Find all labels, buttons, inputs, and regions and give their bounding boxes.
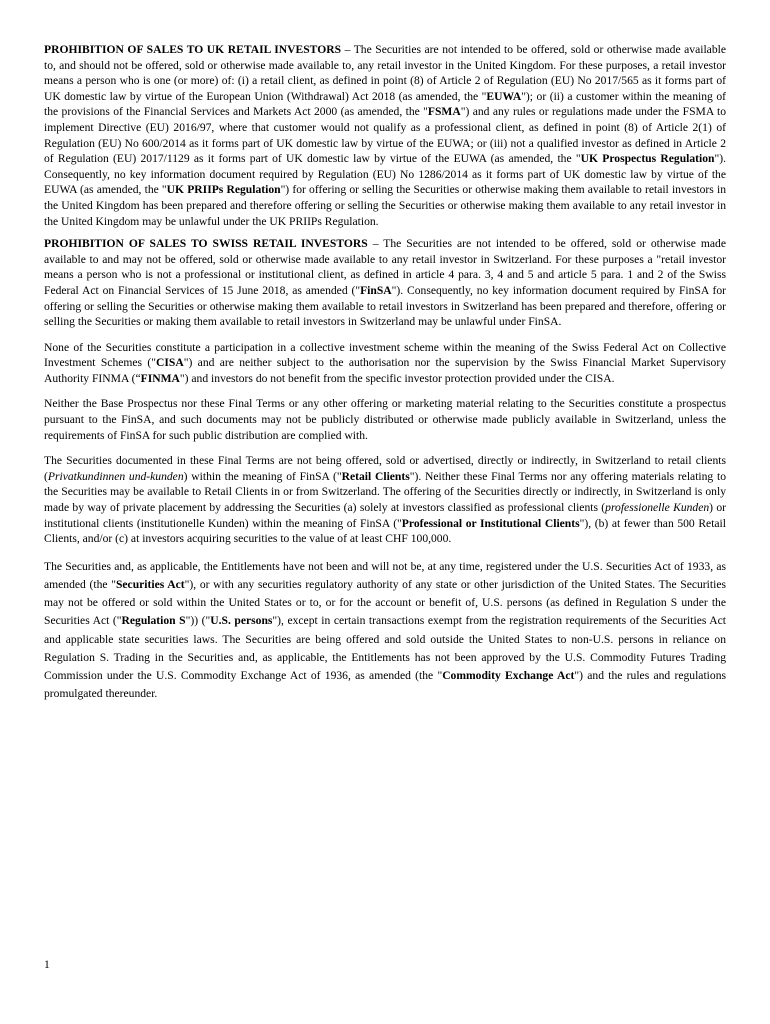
retail-clients-paragraph: The Securities documented in these Final Terms are not being offered, sold or advertised, directly or indirectly, in Switzerland to retail clients (Privatkundinnen und-kunden) within the meaning of FinSA ("Retail Clients"). Neither these Final Terms nor any offering materials relating to the Securities may be available to Retail Clients in or from Switzerland. The offering of the Securities directly or indirectly, in Switzerland is only made by way of private placement by addressing the Securities (a) solely at investors classified as professional clients (professionelle Kunden) or institutional clients (institutionelle Kunden) within the meaning of FinSA ("Professional or Institutional Clients"), (b) at fewer than 500 Retail Clients, and/or (c) at investors acquiring securities to the value of at least CHF 100,000. [44, 454, 727, 546]
defined-term-fsma: FSMA [427, 105, 461, 119]
defined-term-commodity-exchange-act: Commodity Exchange Act [442, 669, 575, 683]
term-professionelle-kunden: professionelle Kunden [605, 501, 710, 515]
uk-retail-prohibition-paragraph: PROHIBITION OF SALES TO UK RETAIL INVESTORS – The Securities are not intended to be offered, sold or otherwise made available to, and should not be offered, sold or otherwise made available to, any retail investor in the United Kingdom. For these purposes, a retail investor means a person who is one (or more) of: (i) a retail client, as defined in point (8) of Article 2 of Regulation (EU) No 2017/565 as it forms part of UK domestic law by virtue of the European Union (Withdrawal) Act 2018 (as amended, the "EUWA"); or (ii) a customer within the meaning of the provisions of the Financial Services and Markets Act 2000 (as amended, the "FSMA") and any rules or regulations made under the FSMA to implement Directive (EU) 2016/97, where that customer would not qualify as a professional client, as defined in point (8) of Article 2(1) of Regulation (EU) No 600/2014 as it forms part of UK domestic law by virtue of the EUWA; or (iii) not a qualified investor as defined in Article 2 of Regulation (EU) 2017/1129 as it forms part of UK domestic law by virtue of the EUWA (as amended, the "UK Prospectus Regulation"). Consequently, no key information document required by Regulation (EU) No 1286/2014 as it forms part of UK domestic law by virtue of the EUWA (as amended, the "UK PRIIPs Regulation") for offering or selling the Securities or otherwise making them available to retail investors in the United Kingdom has been prepared and therefore offering or selling the Securities or otherwise making them available to any retail investor in the United Kingdom may be unlawful under the UK PRIIPs Regulation. [44, 43, 727, 228]
swiss-retail-prohibition-paragraph: PROHIBITION OF SALES TO SWISS RETAIL INVESTORS – The Securities are not intended to be offered, sold or otherwise made available to and may not be offered, sold or otherwise made available to any retail investor in Switzerland. For these purposes a "retail investor means a person who is not a professional or institutional client, as defined in article 4 para. 3, 4 and 5 and article 5 para. 1 and 2 of the Swiss Federal Act on Financial Services of 15 June 2018, as amended ("FinSA"). Consequently, no key information document required by FinSA for offering or selling the Securities or otherwise making them available to retail investors in Switzerland has been prepared and therefore, offering or selling the Securities or making them available to retail investors in Switzerland may be unlawful under FinSA. [44, 237, 727, 329]
document-page [44, 42, 726, 703]
swiss-retail-prohibition-heading: PROHIBITION OF SALES TO SWISS RETAIL INVESTORS [44, 237, 368, 251]
term-privatkundinnen: Privatkundinnen und-kunden [47, 469, 184, 483]
defined-term-uk-priips-regulation: UK PRIIPs Regulation [166, 183, 281, 197]
defined-term-finma: FINMA [140, 371, 180, 385]
cisa-paragraph: None of the Securities constitute a participation in a collective investment scheme within the meaning of the Swiss Federal Act on Collective Investment Schemes ("CISA") and are neither subject to the authorisation nor the supervision by the Swiss Financial Market Supervisory Authority FINMA (“FINMA") and investors do not benefit from the specific investor protection provided under the CISA. [44, 340, 726, 385]
defined-term-professional-institutional-clients: Professional or Institutional Clients [401, 516, 580, 530]
defined-term-cisa: CISA [156, 356, 184, 370]
defined-term-uk-prospectus-regulation: UK Prospectus Regulation [580, 152, 715, 166]
uk-retail-prohibition-heading: PROHIBITION OF SALES TO UK RETAIL INVESTORS [44, 43, 342, 56]
us-securities-act-paragraph: The Securities and, as applicable, the Entitlements have not been and will not be, at any time, registered under the U.S. Securities Act of 1933, as amended (the "Securities Act"), or with any securities regulatory authority of any state or other jurisdiction of the United States. The Securities may not be offered or sold within the United States or to, or for the account or benefit of, U.S. persons (as defined in Regulation S under the Securities Act ("Regulation S")) ("U.S. persons"), except in certain transactions exempt from the registration requirements of the Securities Act and applicable state securities laws. The Securities are being offered and sold outside the United States to non-U.S. persons in reliance on Regulation S. Trading in the Securities and, as applicable, the Entitlements has not been approved by the U.S. Commodity Futures Trading Commission under the U.S. Commodity Exchange Act of 1936, as amended (the "Commodity Exchange Act") and the rules and regulations promulgated thereunder. [44, 559, 727, 701]
defined-term-securities-act: Securities Act [115, 578, 185, 592]
page-number: 1 [44, 958, 50, 971]
defined-term-euwa: EUWA [486, 89, 522, 103]
defined-term-finsa: FinSA [360, 283, 392, 297]
defined-term-us-persons: U.S. persons [210, 614, 273, 628]
defined-term-regulation-s: Regulation S [121, 614, 186, 628]
prospectus-paragraph: Neither the Base Prospectus nor these Final Terms or any other offering or marketing material relating to the Securities constitute a prospectus pursuant to the FinSA, and such documents may not be publicly distributed or otherwise made publicly available in Switzerland, unless the requirements of FinSA for such public distribution are complied with. [44, 397, 726, 442]
defined-term-retail-clients: Retail Clients [341, 469, 410, 483]
